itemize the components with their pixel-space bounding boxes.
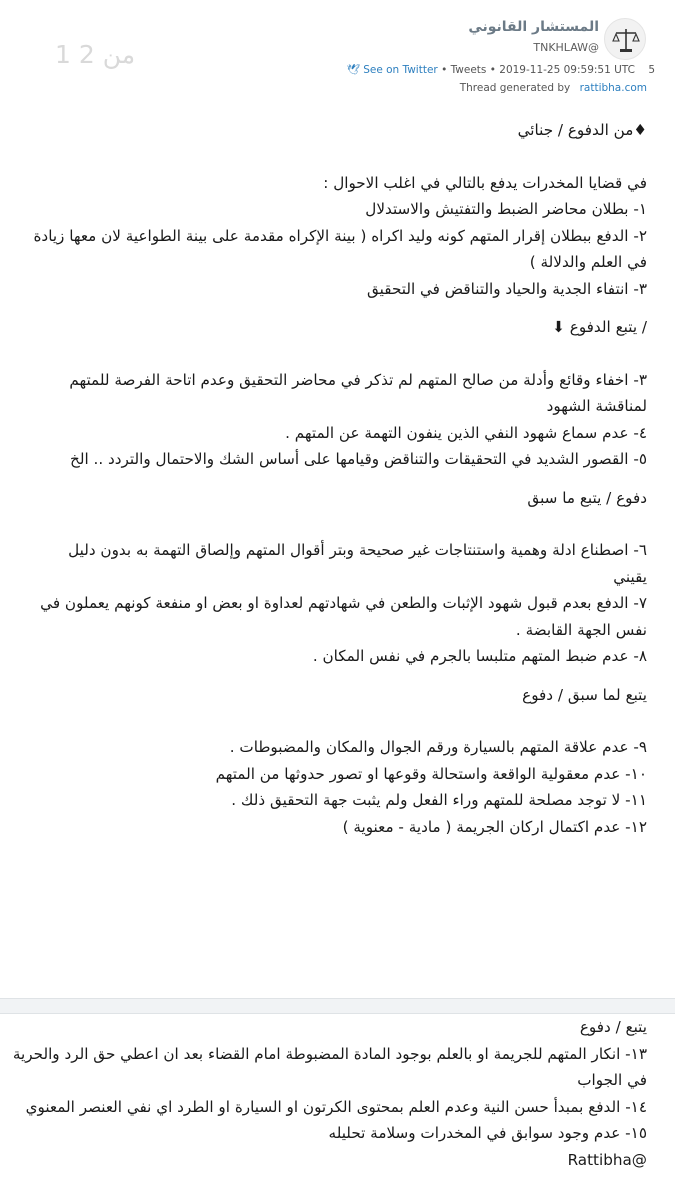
list-item: ٣- اخفاء وقائع وأدلة من صالح المتهم لم تذكر في محاضر التحقيق وعدم اتاحة الفرصة للمتهم لمناقشة الشهود [69,370,647,415]
tweets-label: Tweets [450,64,487,76]
continue-marker: يتبع لما سبق / دفوع [522,685,647,704]
generated-site-link[interactable]: rattibha.com [579,82,647,94]
list-item: ١٤- الدفع بمبدأ حسن النية وعدم العلم بمحتوى الكرتون او السيارة او الطرد اي نفي العنصر المعنوي [25,1097,647,1116]
list-item: ١٥- عدم وجود سوابق في المخدرات وسلامة تحليله [328,1124,647,1142]
list-item: ١٠- عدم معقولية الواقعة واستحالة وقوعها او تصور حدوثها من المتهم [215,764,647,783]
list-item: ٩- عدم علاقة المتهم بالسيارة ورقم الجوال والمكان والمضبوطات . [229,738,647,756]
continue-marker: دفوع / يتبع ما سبق [527,488,647,507]
thread-intro: في قضايا المخدرات يدفع بالتالي في اغلب الاحوال : [323,173,647,192]
scales-of-justice-icon [610,24,642,56]
list-item: ٥- القصور الشديد في التحقيقات والتناقض وقيامها على أساس الشك والاحتمال والتردد .. الخ [70,450,647,468]
account-handle[interactable]: TNKHLAW@ [533,41,599,54]
list-item: ١١- لا توجد مصلحة للمتهم وراء الفعل ولم يثبت جهة التحقيق ذلك . [231,791,647,809]
list-item: ١٣- انكار المتهم للجريمة او بالعلم بوجود المادة المضبوطة امام القضاء بعد ان اعطي حق الرد والحرية في الجواب [12,1044,647,1089]
list-item: ٧- الدفع بعدم قبول شهود الإثبات والطعن في شهادتهم لعداوة او بعض او منفعة كونهم يعملون في نفس الجهة القابضة . [40,594,647,639]
thread-body-continued [0,1014,675,1173]
continue-marker: يتبع / دفوع [579,1018,647,1036]
page-divider [0,998,675,1014]
avatar[interactable] [604,18,646,60]
list-item: ٨- عدم ضبط المتهم متلبسا بالجرم في نفس المكان . [312,647,647,665]
account-name[interactable]: المستشار القانوني [468,19,599,35]
list-item: ٢- الدفع ببطلان إقرار المتهم كونه وليد اكراه ( بينة الإكراه مقدمة على بينة الطواعية لان معها زيادة في العلم والدلالة ) [33,226,647,271]
see-on-twitter-link[interactable]: See on Twitter [363,64,438,76]
thread-heading: ♦من الدفوع / جنائي [517,121,647,139]
thread-body [0,117,675,840]
list-item: ٣- انتفاء الجدية والحياد والتناقض في التحقيق [367,279,647,298]
watermark: Rattibha@ [567,1150,647,1169]
generated-label: Thread generated by [459,82,571,94]
timestamp: 2019-11-25 09:59:51 UTC [499,64,635,76]
continue-marker: / يتبع الدفوع ⬇ [552,318,647,336]
list-item: ١٢- عدم اكتمال اركان الجريمة ( مادية - معنوية ) [342,817,647,836]
twitter-bird-icon: 🕊 [346,64,360,76]
page-counter: 1 من 2 [55,40,136,69]
generated-by [460,82,647,94]
list-item: ١- بطلان محاضر الضبط والتفتيش والاستدلال [365,200,647,218]
list-item: ٦- اصطناع ادلة وهمية واستنتاجات غير صحيحة وبتر أقوال المتهم وإلصاق التهمة به بدون دليل يقيني [68,541,647,586]
list-item: ٤- عدم سماع شهود النفي الذين ينفون التهمة عن المتهم . [285,423,647,442]
thread-meta: 🕊 See on Twitter • Tweets • 2019-11-25 09:59:51 UTC 5 [346,64,655,76]
tweet-count: 5 [648,64,655,76]
